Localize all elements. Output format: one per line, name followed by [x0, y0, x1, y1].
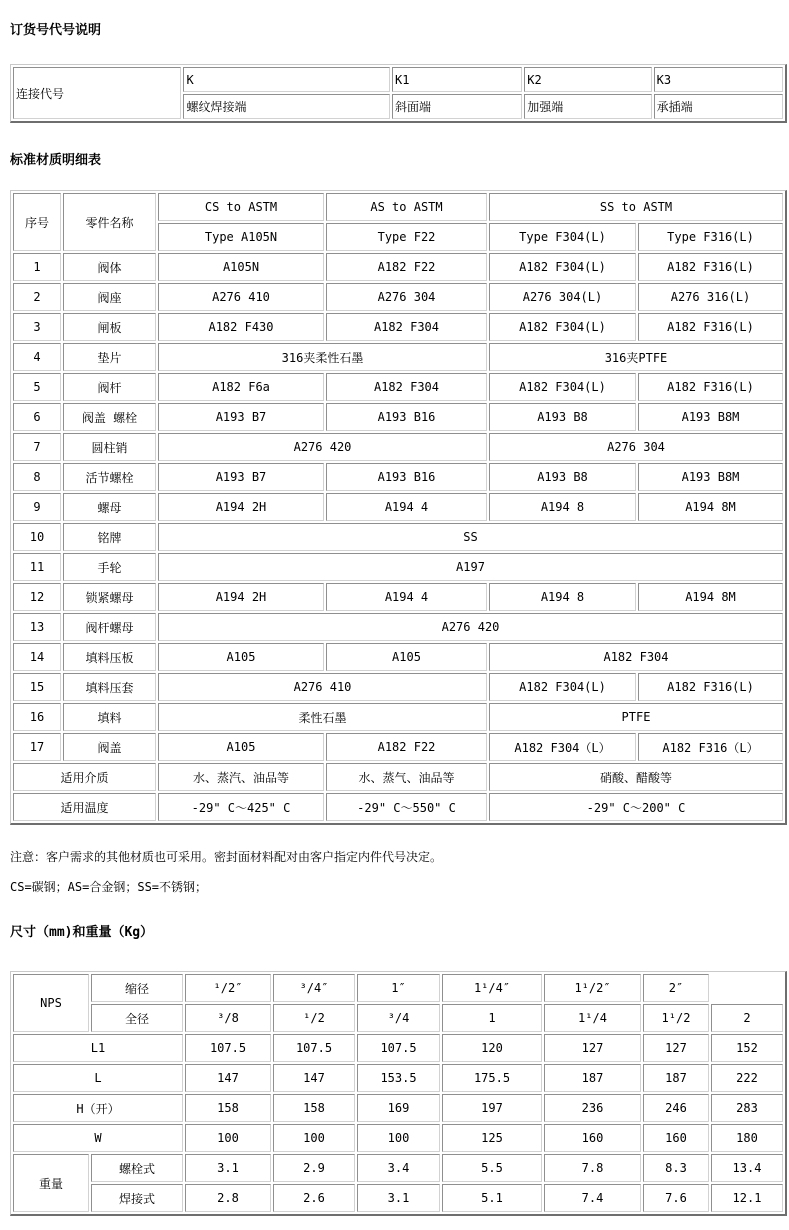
part-name-cell: 螺母 [63, 493, 156, 521]
dim-value-cell: 187 [643, 1064, 709, 1092]
material-cell: A276 410 [158, 673, 487, 701]
dim-value-cell: 107.5 [273, 1034, 355, 1062]
dim-value-cell: 147 [185, 1064, 271, 1092]
part-name-cell: 铭牌 [63, 523, 156, 551]
part-name-cell: 填料 [63, 703, 156, 731]
table-row [13, 313, 783, 341]
material-cell: PTFE [489, 703, 783, 731]
col-header-ss-type2: Type F316(L) [638, 223, 783, 251]
weight-value-cell: 8.3 [643, 1154, 709, 1182]
row-number-cell: 13 [13, 613, 61, 641]
dim-value-cell: 158 [185, 1094, 271, 1122]
dim-value-cell: 125 [442, 1124, 542, 1152]
material-cell: A276 420 [158, 613, 783, 641]
table-row [13, 433, 783, 461]
dim-row-label-cell: H（开） [13, 1094, 183, 1122]
table-row [13, 193, 783, 221]
table-row [13, 493, 783, 521]
dim-row-label-cell: L1 [13, 1034, 183, 1062]
material-cell: A194 2H [158, 493, 324, 521]
material-cell: A182 F304(L) [489, 313, 636, 341]
row-number-cell: 17 [13, 733, 61, 761]
table-row [13, 703, 783, 731]
material-cell: A193 B8 [489, 463, 636, 491]
material-cell: A182 F316(L) [638, 253, 783, 281]
part-name-cell: 阀盖 螺栓 [63, 403, 156, 431]
material-cell: A182 F304(L) [489, 253, 636, 281]
material-cell: A276 420 [158, 433, 487, 461]
dim-value-cell: 236 [544, 1094, 641, 1122]
bore-label-cell: 全径 [91, 1004, 183, 1032]
material-cell: A182 F316(L) [638, 313, 783, 341]
material-cell: 柔性石墨 [158, 703, 487, 731]
material-cell: A276 304 [489, 433, 783, 461]
row-number-cell: 11 [13, 553, 61, 581]
bore-value-cell: ¹/2 [273, 1004, 355, 1032]
bore-label-cell: 缩径 [91, 974, 183, 1002]
material-cell: A194 8 [489, 583, 636, 611]
material-cell: A194 4 [326, 583, 487, 611]
material-cell: A276 304 [326, 283, 487, 311]
weight-label-cell: 重量 [13, 1154, 89, 1212]
material-cell: A182 F316（L） [638, 733, 783, 761]
bore-value-cell: 2 [711, 1004, 783, 1032]
row-number-cell: 8 [13, 463, 61, 491]
legend-text: CS=碳钢；AS=合金钢；SS=不锈钢； [10, 880, 208, 894]
table-row [13, 463, 783, 491]
material-cell: 316夹柔性石墨 [158, 343, 487, 371]
material-cell: A193 B8M [638, 403, 783, 431]
medium-cell: 水、蒸汽、油品等 [158, 763, 324, 791]
table-row [13, 283, 783, 311]
page [10, 0, 787, 1216]
table-row [13, 643, 783, 671]
material-cell: A193 B8 [489, 403, 636, 431]
material-cell: A182 F22 [326, 733, 487, 761]
dim-value-cell: 100 [185, 1124, 271, 1152]
material-table [10, 190, 787, 825]
table-row [13, 553, 783, 581]
dim-row-label-cell: L [13, 1064, 183, 1092]
medium-cell: 硝酸、醋酸等 [489, 763, 783, 791]
part-name-cell: 阀座 [63, 283, 156, 311]
part-name-cell: 阀盖 [63, 733, 156, 761]
connection-desc-cell: 承插端 [654, 94, 783, 119]
connection-code-cell: K3 [654, 67, 783, 92]
row-number-cell: 5 [13, 373, 61, 401]
weight-value-cell: 13.4 [711, 1154, 783, 1182]
connection-desc-cell: 螺纹焊接端 [183, 94, 390, 119]
row-number-cell: 4 [13, 343, 61, 371]
row-number-cell: 16 [13, 703, 61, 731]
row-number-cell: 3 [13, 313, 61, 341]
dim-value-cell: 158 [273, 1094, 355, 1122]
weight-type-cell: 螺栓式 [91, 1154, 183, 1182]
dim-value-cell: 100 [357, 1124, 440, 1152]
dim-value-cell: 153.5 [357, 1064, 440, 1092]
table-row [13, 583, 783, 611]
table-row [13, 793, 783, 821]
weight-value-cell: 5.5 [442, 1154, 542, 1182]
material-cell: A194 8M [638, 583, 783, 611]
material-cell: A182 F304 [326, 313, 487, 341]
table-row [13, 373, 783, 401]
bore-value-cell: 1″ [357, 974, 440, 1002]
dim-value-cell: 127 [643, 1034, 709, 1062]
dim-value-cell: 160 [643, 1124, 709, 1152]
connection-code-cell: K [183, 67, 390, 92]
col-header-ss-type1: Type F304(L) [489, 223, 636, 251]
bore-value-cell: ³/4″ [273, 974, 355, 1002]
part-name-cell: 阀杆螺母 [63, 613, 156, 641]
connection-table [10, 64, 787, 123]
material-cell: A194 8 [489, 493, 636, 521]
material-cell: A276 304(L) [489, 283, 636, 311]
weight-value-cell: 7.4 [544, 1184, 641, 1212]
material-cell: A182 F304 [326, 373, 487, 401]
row-number-cell: 10 [13, 523, 61, 551]
material-cell: SS [158, 523, 783, 551]
temp-cell: -29" C～425" C [158, 793, 324, 821]
connection-row-label: 连接代号 [13, 67, 181, 119]
table-row [13, 523, 783, 551]
section-title-order-code: 订货号代号说明 [10, 23, 102, 38]
row-number-cell: 2 [13, 283, 61, 311]
weight-value-cell: 3.1 [357, 1184, 440, 1212]
table-row [13, 1184, 783, 1212]
bore-value-cell: 1¹/4″ [442, 974, 542, 1002]
row-number-cell: 15 [13, 673, 61, 701]
bore-value-cell: ¹/2″ [185, 974, 271, 1002]
material-cell: A105 [326, 643, 487, 671]
weight-value-cell: 12.1 [711, 1184, 783, 1212]
row-number-cell: 12 [13, 583, 61, 611]
dim-value-cell: 127 [544, 1034, 641, 1062]
weight-value-cell: 7.8 [544, 1154, 641, 1182]
dim-value-cell: 120 [442, 1034, 542, 1062]
dim-value-cell: 222 [711, 1064, 783, 1092]
material-cell: A105N [158, 253, 324, 281]
table-row [13, 1154, 783, 1182]
dim-value-cell: 160 [544, 1124, 641, 1152]
weight-value-cell: 3.4 [357, 1154, 440, 1182]
material-cell: A194 4 [326, 493, 487, 521]
dim-value-cell: 107.5 [357, 1034, 440, 1062]
material-cell: A182 F6a [158, 373, 324, 401]
weight-type-cell: 焊接式 [91, 1184, 183, 1212]
col-header-as-type: Type F22 [326, 223, 487, 251]
col-header-as: AS to ASTM [326, 193, 487, 221]
part-name-cell: 闸板 [63, 313, 156, 341]
material-cell: A182 F316(L) [638, 373, 783, 401]
medium-label-cell: 适用介质 [13, 763, 156, 791]
part-name-cell: 手轮 [63, 553, 156, 581]
dim-value-cell: 187 [544, 1064, 641, 1092]
dim-value-cell: 175.5 [442, 1064, 542, 1092]
bore-value-cell: 2″ [643, 974, 709, 1002]
dim-value-cell: 147 [273, 1064, 355, 1092]
table-row [13, 613, 783, 641]
row-number-cell: 9 [13, 493, 61, 521]
row-number-cell: 6 [13, 403, 61, 431]
connection-desc-cell: 斜面端 [392, 94, 522, 119]
table-row [13, 1124, 783, 1152]
weight-value-cell: 2.6 [273, 1184, 355, 1212]
material-cell: A105 [158, 733, 324, 761]
bore-value-cell: 1¹/2 [643, 1004, 709, 1032]
table-row [13, 1094, 783, 1122]
nps-header-cell: NPS [13, 974, 89, 1032]
material-cell: A193 B7 [158, 403, 324, 431]
material-cell: A105 [158, 643, 324, 671]
bore-value-cell: 1¹/2″ [544, 974, 641, 1002]
medium-cell: 水、蒸气、油品等 [326, 763, 487, 791]
bore-value-cell: 1¹/4 [544, 1004, 641, 1032]
row-number-cell: 1 [13, 253, 61, 281]
col-header-ss: SS to ASTM [489, 193, 783, 221]
material-cell: A182 F22 [326, 253, 487, 281]
material-cell: A193 B16 [326, 403, 487, 431]
table-row [13, 1004, 783, 1032]
weight-value-cell: 7.6 [643, 1184, 709, 1212]
connection-code-cell: K1 [392, 67, 522, 92]
col-header-part: 零件名称 [63, 193, 156, 251]
material-cell: A193 B7 [158, 463, 324, 491]
dim-value-cell: 180 [711, 1124, 783, 1152]
table-row [13, 1064, 783, 1092]
dim-value-cell: 169 [357, 1094, 440, 1122]
table-row [13, 1034, 783, 1062]
weight-value-cell: 2.8 [185, 1184, 271, 1212]
material-cell: A182 F304 [489, 643, 783, 671]
table-row [13, 763, 783, 791]
part-name-cell: 填料压板 [63, 643, 156, 671]
material-cell: A197 [158, 553, 783, 581]
table-row [13, 253, 783, 281]
material-cell: A276 410 [158, 283, 324, 311]
bore-value-cell: ³/8 [185, 1004, 271, 1032]
section-title-material-list: 标准材质明细表 [10, 153, 102, 168]
material-cell: A193 B16 [326, 463, 487, 491]
temp-label-cell: 适用温度 [13, 793, 156, 821]
material-cell: 316夹PTFE [489, 343, 783, 371]
part-name-cell: 活节螺栓 [63, 463, 156, 491]
part-name-cell: 阀杆 [63, 373, 156, 401]
dim-value-cell: 152 [711, 1034, 783, 1062]
col-header-cs-type: Type A105N [158, 223, 324, 251]
table-row [13, 67, 783, 92]
part-name-cell: 填料压套 [63, 673, 156, 701]
table-row [13, 673, 783, 701]
material-cell: A182 F430 [158, 313, 324, 341]
dim-value-cell: 197 [442, 1094, 542, 1122]
col-header-cs: CS to ASTM [158, 193, 324, 221]
dim-row-label-cell: W [13, 1124, 183, 1152]
connection-desc-cell: 加强端 [524, 94, 651, 119]
material-cell: A182 F304（L） [489, 733, 636, 761]
material-cell: A194 8M [638, 493, 783, 521]
weight-value-cell: 5.1 [442, 1184, 542, 1212]
part-name-cell: 圆柱销 [63, 433, 156, 461]
connection-code-cell: K2 [524, 67, 651, 92]
row-number-cell: 7 [13, 433, 61, 461]
temp-cell: -29" C～550" C [326, 793, 487, 821]
material-cell: A182 F316(L) [638, 673, 783, 701]
dim-value-cell: 100 [273, 1124, 355, 1152]
weight-value-cell: 3.1 [185, 1154, 271, 1182]
note-text: 注意：客户需求的其他材质也可采用。密封面材料配对由客户指定内件代号决定。 [10, 850, 443, 864]
weight-value-cell: 2.9 [273, 1154, 355, 1182]
part-name-cell: 阀体 [63, 253, 156, 281]
table-row [13, 403, 783, 431]
material-cell: A276 316(L) [638, 283, 783, 311]
part-name-cell: 垫片 [63, 343, 156, 371]
dimension-table [10, 971, 787, 1216]
dim-value-cell: 283 [711, 1094, 783, 1122]
part-name-cell: 锁紧螺母 [63, 583, 156, 611]
material-cell: A194 2H [158, 583, 324, 611]
table-row [13, 733, 783, 761]
bore-value-cell: ³/4 [357, 1004, 440, 1032]
temp-cell: -29" C～200" C [489, 793, 783, 821]
material-cell: A193 B8M [638, 463, 783, 491]
dim-value-cell: 107.5 [185, 1034, 271, 1062]
table-row [13, 343, 783, 371]
table-row [13, 974, 783, 1002]
bore-value-cell: 1 [442, 1004, 542, 1032]
dim-value-cell: 246 [643, 1094, 709, 1122]
material-cell: A182 F304(L) [489, 373, 636, 401]
row-number-cell: 14 [13, 643, 61, 671]
col-header-no: 序号 [13, 193, 61, 251]
section-title-dimensions: 尺寸（mm)和重量（Kg） [10, 925, 154, 940]
material-cell: A182 F304(L) [489, 673, 636, 701]
